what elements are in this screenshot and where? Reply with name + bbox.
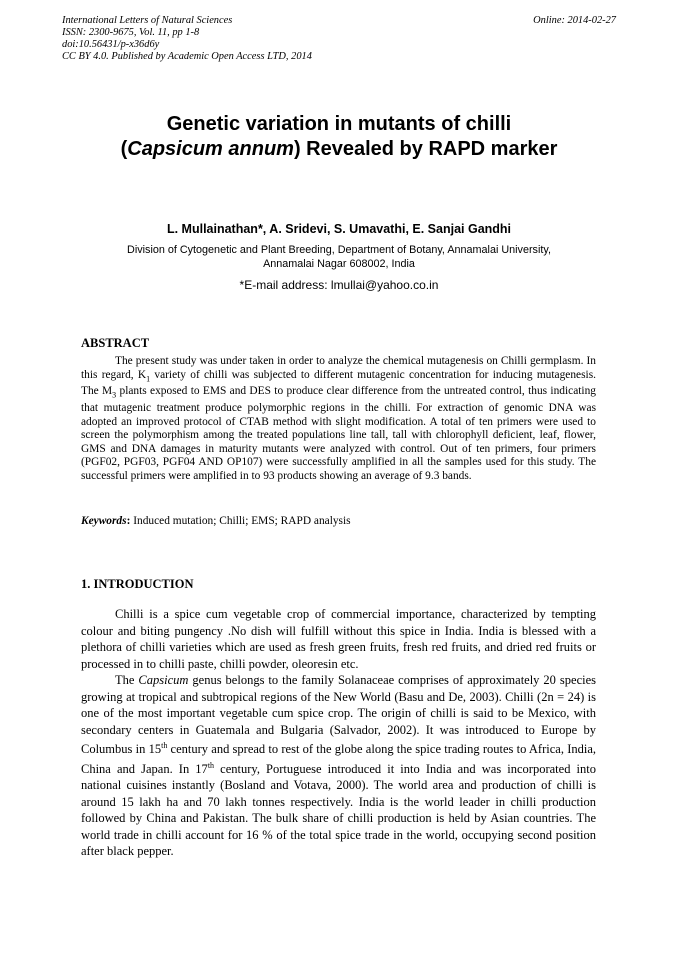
title-line-1: Genetic variation in mutants of chilli (166, 113, 512, 135)
title-species: Capsicum annum (127, 138, 294, 160)
abstract-body (81, 355, 596, 483)
intro-genus: Capsicum (138, 673, 189, 687)
abstract-heading: ABSTRACT (81, 336, 150, 350)
intro-text-d: century, Portuguese introduced it into India and was incorporated into national cuisines instantly (Bosland and Votava, 2000). The world area and production of chilli is around 15 lakh ha and 70 lakh tonnes respectively. India is the world leader in chilli production followed by China and Pakistan. The bulk share of chilli production is held by Asian countries. The world trade in chilli account for 16 % of the total spice trade in the world, occupying second position after black pepper. (81, 761, 597, 859)
journal-license: CC BY 4.0. Published by Academic Open Access LTD, 2014 (62, 51, 312, 62)
email-address: *E-mail address: lmullai@yahoo.co.in (239, 278, 439, 292)
intro-sup-1: th (161, 741, 168, 750)
intro-paragraph-1: Chilli is a spice cum vegetable crop of commercial importance, characterized by tempting colour and biting pungency .No dish will fulfill without this spice in India. India is blessed with a plethora of chilli varieties which are used as fresh green fruits, fresh red fruits, and dried red fruits or processed in to chilli paste, chilli powder, oleoresin etc. (81, 607, 596, 671)
journal-header (62, 15, 312, 63)
keywords-colon: : (126, 515, 131, 527)
keywords-label: Keywords (81, 515, 127, 527)
abstract-sub-m: 3 (112, 390, 117, 400)
journal-issn: ISSN: 2300-9675, Vol. 11, pp 1-8 (62, 27, 200, 38)
keywords (81, 515, 596, 527)
keywords-text: Induced mutation; Chilli; EMS; RAPD analysis (130, 515, 351, 527)
intro-text-b: genus belongs to the family Solanaceae comprises of approximately 20 species growing at tropical and subtropical regions of the New World (Basu and De, 2003). Chilli (2n = 24) is one of the most important vegetable cum spice crop. The origin of chilli is said to be Mexico, with secondary centers in Guatemala and Bulgaria (Salvador, 2002). It was introduced to Europe by Columbus in 15 (81, 673, 596, 757)
abstract-text-b: variety of chilli was subjected to different mutagenic concentration for inducing mutagenesis. The M (81, 368, 596, 398)
intro-sup-2: th (207, 760, 215, 770)
abstract-paragraph (81, 355, 596, 483)
abstract-text-c: plants exposed to EMS and DES to produce clear difference from the untreated control, thus indicating that mutagenic treatment produce polymorphic regions in the chilli. For extraction of genomic DNA was adopted an improved protocol of CTAB method with slight modification. A total of ten primers were used to screen the polymorphism among the treated populations line tall, tall with chlorophyll deficient, leaf, flower, GMS and DNA damages in maturity mutants were analyzed with control. Out of ten primers, four primers (PGF02, PGF03, PGF04 AND OP107) were successfully amplified in all the samples used for this study. The successful primers were amplified in to 93 products showing an average of 9.3 bands. (81, 385, 596, 482)
affiliation (62, 243, 616, 271)
title-rest: ) Revealed by RAPD marker (293, 138, 558, 160)
introduction-body (81, 606, 596, 860)
online-date: Online: 2014-02-27 (533, 15, 616, 26)
abstract-sub-k: 1 (146, 373, 151, 383)
intro-text-c: century and spread to rest of the globe along the spice trading routes to Africa, India, China and Japan. In 17 (81, 742, 596, 776)
intro-text-a: The (115, 673, 139, 687)
paper-title (62, 112, 616, 162)
title-paren: ( (120, 138, 128, 160)
affiliation-line-2: Annamalai Nagar 608002, India (263, 258, 415, 270)
journal-name: International Letters of Natural Sciences (62, 15, 233, 26)
journal-doi: doi:10.56431/p-x36d6y (62, 39, 160, 50)
abstract-text-a: The present study was under taken in order to analyze the chemical mutagenesis on Chilli germplasm. In this regard, K (81, 355, 596, 381)
intro-paragraph-2 (81, 672, 596, 860)
title-line-2 (62, 137, 616, 162)
author-list: L. Mullainathan*, A. Sridevi, S. Umavathi, E. Sanjai Gandhi (166, 222, 512, 236)
affiliation-line-1: Division of Cytogenetic and Plant Breeding, Department of Botany, Annamalai University, (127, 244, 551, 256)
introduction-heading: 1. INTRODUCTION (81, 577, 194, 591)
